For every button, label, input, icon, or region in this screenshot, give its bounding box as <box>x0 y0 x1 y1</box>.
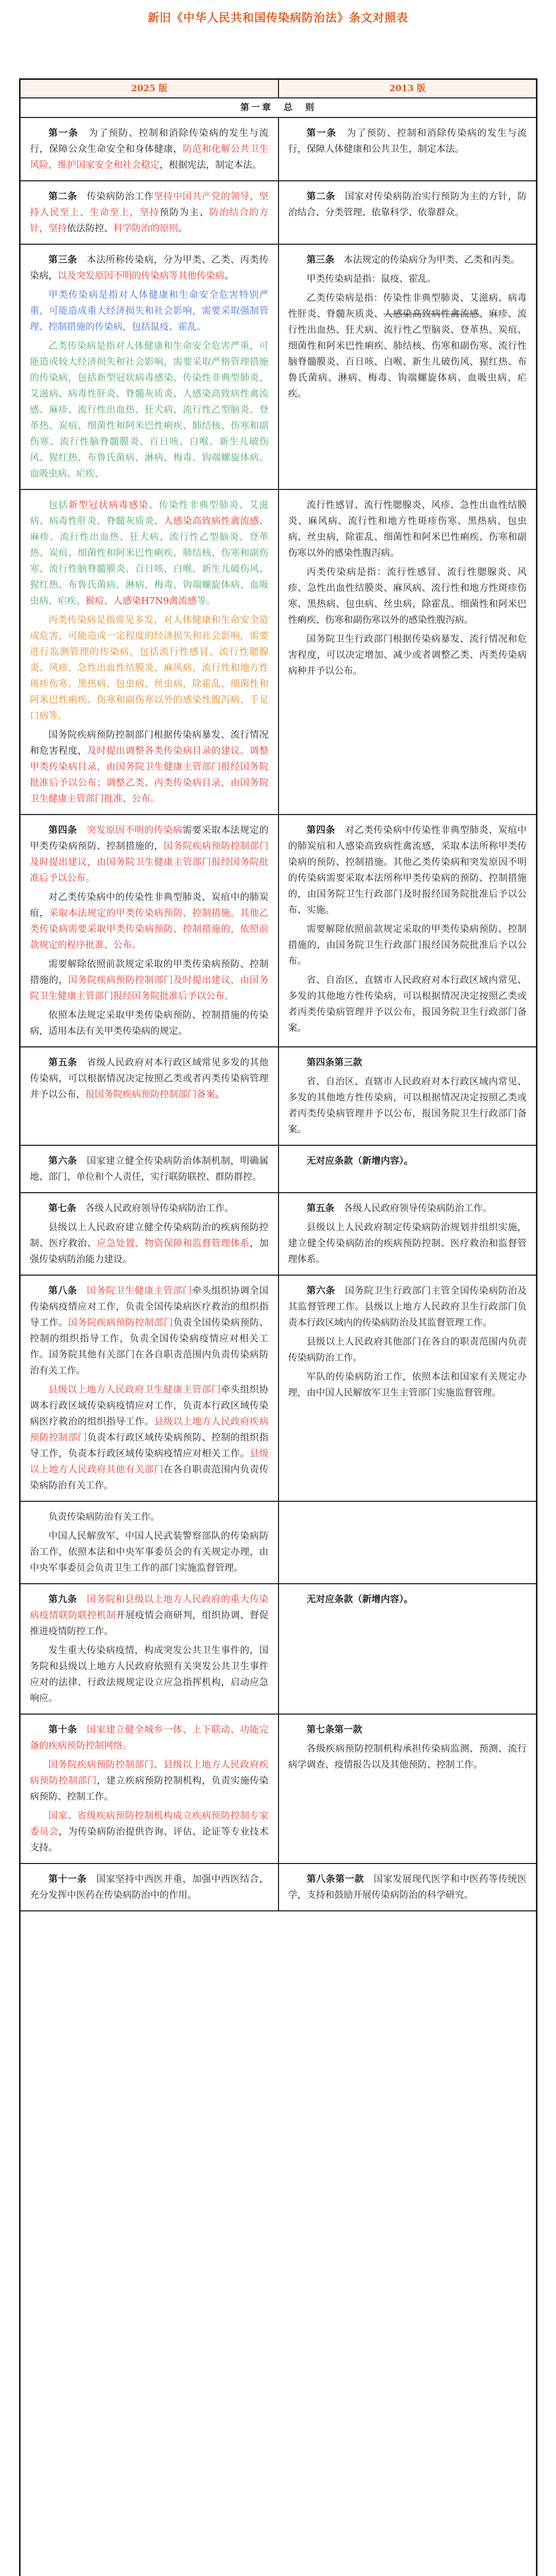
text-run: 第三条 <box>306 255 335 265</box>
text-run: ，建立疾病预防控制机构，负责实施传染病预防、控制工作。 <box>30 1775 269 1802</box>
text-run: 第三条 <box>48 255 77 265</box>
text-run: ，为传染病防治提供咨询、评估、论证等专业技术支持。 <box>30 1826 269 1853</box>
table-row <box>21 1193 536 1276</box>
text-run: 为了预防、控制和消除传染病的发生与流行，保障人体健康和公共卫生，制定本法。 <box>288 128 527 155</box>
text-run: 依照本法规定采取甲类传染病预防、控制措施的传染病，适用本法有关甲类传染病的规定。 <box>30 1010 269 1037</box>
text-run: 牵头组织协调本行政区域传染病疫情应对工作，负责本行政区域传染病医疗救治的组织指导工作。 <box>30 1384 269 1427</box>
text-run: 报国务院疾病预防控制部门备案 <box>85 1089 215 1100</box>
text-run: 本法所称传染病，分为甲类、乙类、丙类传染病， <box>30 255 269 281</box>
text-run: 等。 <box>197 596 216 606</box>
text-run: ，根据宪法，制定本法。 <box>160 160 262 171</box>
paragraph <box>288 1283 527 1331</box>
text-run: 、麻疹、流行性出血热、狂犬病、流行性乙型脑炎、登革热、炭疽、细菌性和阿米巴性痢疾、肺结核、伤寒和副伤寒、流行性脑脊髓膜炎、百日咳、白喉、新生儿破伤风、猩红热、布鲁氏菌病、淋病、梅毒、钩端螺旋体病、血吸虫病、疟疾、 <box>30 516 269 606</box>
cell-2025 <box>21 1864 279 1910</box>
text-run: 以及突发原因不明的传染病等其他传染病 <box>58 270 224 281</box>
paragraph <box>30 1219 269 1267</box>
text-run: 在各自职责范围内负责传染病防治有关工作。 <box>30 1464 269 1491</box>
text-run: 国家坚持中西医并重，加强中西医结合，充分发挥中医药在传染病防治中的作用。 <box>30 1874 269 1901</box>
paragraph <box>288 1591 527 1607</box>
text-run: 是指对人体健康和生命安全危害特别严重，可能造成重大经济损失和社会影响，需要采取强制管理、控制措施的传染病，包括鼠疫、霍乱。 <box>30 290 269 332</box>
text-run: 甲类传染病 <box>48 290 99 300</box>
page-title: 新旧《中华人民共和国传染病防治法》条文对照表 <box>147 11 408 25</box>
table-row <box>21 181 536 245</box>
table-body <box>21 118 536 1911</box>
table-row <box>21 1715 536 1864</box>
text-run: 负责全国传染病预防、控制的组织指导工作，负责全国传染病疫情应对相关工作。国务院其他有关部门在各自职责范围内负责传染病防治有关工作。 <box>30 1317 269 1376</box>
text-run: 新型冠状病毒感染 <box>68 500 149 511</box>
text-run: 县级以上人民政府其他部门在各自的职责范围内负责传染病防治工作。 <box>288 1336 527 1363</box>
paragraph <box>30 1642 269 1706</box>
cell-2025 <box>21 815 279 1046</box>
text-run: 为了预防、控制和消除传染病的发生与流行，保障公众生命安全和身体健康， <box>30 128 269 155</box>
text-run <box>77 1285 87 1296</box>
paragraph <box>30 252 269 284</box>
cell-2025 <box>21 1715 279 1863</box>
cell-2013 <box>279 815 536 1046</box>
paragraph <box>30 497 269 609</box>
text-run: 采取本法规定的甲类传染病预防、控制措施。其他乙类传染病需要采取甲类传染病预防、控制措施的，依照前款规定的程序批准、公布。 <box>30 908 269 951</box>
cell-2025 <box>21 1502 279 1583</box>
cell-2025 <box>21 245 279 489</box>
paragraph <box>288 1369 527 1401</box>
table-row <box>21 490 536 815</box>
cell-2025 <box>21 1146 279 1192</box>
text-run: 、 <box>104 596 113 606</box>
paragraph <box>288 1153 527 1169</box>
text-run: 国务院疾病预防控制部门、县级以上地方人民政府疾病预防控制部门 <box>30 1759 269 1786</box>
text-run: 科学防治的原则 <box>113 223 178 234</box>
text-run: 第一条 <box>306 128 337 139</box>
text-run: 。 <box>178 223 187 234</box>
text-run: 第一条 <box>48 128 79 139</box>
text-run: 应急处置、物资保障和监督管理体系 <box>96 1238 250 1249</box>
paragraph <box>288 125 527 157</box>
paragraph <box>30 1382 269 1494</box>
text-run: 省、自治区、直辖市人民政府对本行政区域内常见、多发的其他地方性传染病，可以根据情况决定按照乙类或者丙类传染病管理并予以公布，报国务院卫生行政部门备案。 <box>288 1076 527 1135</box>
paragraph <box>30 1722 269 1754</box>
table-row <box>21 1276 536 1502</box>
text-run: 中国人民解放军、中国人民武装警察部队的传染病防治工作，依照本法和中央军事委员会的有关规定办理，由中央军事委员会负责卫生工作的部门实施监督管理。 <box>30 1531 269 1573</box>
paragraph <box>30 612 269 724</box>
text-run: 包括 <box>48 500 68 511</box>
text-run: 需要采取本法规定的甲类传染病预防、控制措施的， <box>30 825 269 852</box>
text-run: 本法规定的传染病分为甲类、乙类和丙类。 <box>334 255 520 265</box>
cell-2025 <box>21 1276 279 1501</box>
paragraph <box>288 1200 527 1216</box>
text-run: 防治结合的方针， <box>30 207 269 234</box>
text-run: 牵头组织协调全国传染病疫情应对工作，负责全国传染病医疗救治的组织指导工作。 <box>30 1285 269 1328</box>
paragraph <box>288 497 527 561</box>
text-run: 第六条 <box>306 1285 336 1296</box>
text-run: 人感染H7N9禽流感 <box>113 596 197 606</box>
paragraph <box>288 1722 527 1738</box>
text-run: 丙类传染病是指：流行性感冒、流行性腮腺炎、风疹、急性出血性结膜炎、麻风病、流行性和地方性斑疹伤寒、黑热病、包虫病、丝虫病，除霍乱、细菌性和阿米巴性痢疾、伤寒和副伤寒以外的感染性腹泻病。 <box>288 567 527 625</box>
paragraph <box>288 1741 527 1773</box>
text-run: 国家、省级疾病预防控制机构成立疾病预防控制专家委员会 <box>30 1810 269 1837</box>
text-run: 依法防控、 <box>67 223 113 234</box>
cell-2025 <box>21 490 279 814</box>
text-run: 坚持 <box>48 223 67 234</box>
paragraph <box>288 1334 527 1366</box>
text-run: 甲类传染病是指：鼠疫、霍乱。 <box>306 274 437 284</box>
text-run: 国务院疾病预防控制部门及时提出建议，由国务院卫生健康主管部门报经国务院批准后予以公布。 <box>30 975 269 1002</box>
cell-2025 <box>21 181 279 244</box>
paragraph <box>288 1074 527 1138</box>
text-run: 防范和化解公共卫生风险，维护国家安全和社会稳定 <box>30 144 269 171</box>
text-run: 各级人民政府领导传染病防治工作。 <box>334 1203 492 1214</box>
text-run: 第九条 <box>48 1594 77 1605</box>
cell-2013 <box>279 245 536 489</box>
text-run: 对乙类传染病中传染性非典型肺炎、炭疽中的肺炭疽和人感染高致病性禽流感，采取本法所称甲类传染病的预防、控制措施。其他乙类传染病和突发原因不明的传染病需要采取本法所称甲类传染病的预防、控制措施的，由国务院卫生行政部门及时报经国务院批准后予以公布、实施。 <box>288 825 527 916</box>
paragraph <box>30 1528 269 1576</box>
text-run: 预防为主、 <box>159 207 210 218</box>
paragraph <box>288 290 527 402</box>
text-run: 国家发展现代医学和中医药等传统医学，支持和鼓励开展传染病防治的科学研究。 <box>288 1874 527 1901</box>
paragraph <box>30 1757 269 1805</box>
table-row <box>21 1502 536 1584</box>
paragraph <box>288 564 527 628</box>
cell-2013 <box>279 118 536 180</box>
paragraph <box>288 631 527 679</box>
table-row <box>21 118 536 181</box>
text-run: 第七条第一款 <box>306 1724 362 1735</box>
text-run: 传染病防治工作 <box>77 191 154 202</box>
cell-2013 <box>279 1146 536 1192</box>
cell-2013 <box>279 1715 536 1863</box>
text-run: 负责本行政区域传染病预防、控制的组织指导工作，负责本行政区域传染病疫情应对相关工作。 <box>30 1432 269 1459</box>
text-run: 第二条 <box>306 191 336 202</box>
cell-2013 <box>279 1502 536 1583</box>
text-run: 需要解除依照前款规定采取的甲类传染病预防、控制措施的， <box>30 959 269 986</box>
text-run: 第二条 <box>48 191 77 202</box>
text-run: 军队的传染病防治工作，依照本法和国家有关规定办理，由中国人民解放军卫生主管部门实施监督管理。 <box>288 1371 527 1398</box>
text-run: 开展疫情会商研判，组织协调、督促推进疫情防控工作。 <box>30 1610 269 1637</box>
table-row <box>21 245 536 490</box>
text-run: 需要解除依照前款规定采取的甲类传染病预防、控制措施的，由国务院卫生行政部门报经国务院批准后予以公布。 <box>288 924 527 967</box>
text-run: 。 <box>224 270 234 281</box>
paragraph <box>30 1591 269 1639</box>
paragraph <box>30 1200 269 1216</box>
text-run <box>77 1594 87 1605</box>
text-run: 坚持中国共产党的领导，坚持人民至上、生命至上，坚持 <box>30 191 269 218</box>
cell-2013 <box>279 1276 536 1501</box>
text-run: 第六条 <box>48 1156 77 1166</box>
paragraph <box>30 956 269 1004</box>
paragraph <box>30 1055 269 1103</box>
paragraph <box>288 1219 527 1267</box>
chapter-heading: 第一章 总 则 <box>21 98 536 118</box>
comparison-table <box>19 78 537 2576</box>
text-run: 对乙类传染病中的传染性非典型肺炎、炭疽中的肺炭疽， <box>30 892 269 919</box>
table-row <box>21 1584 536 1715</box>
table-header <box>21 80 536 98</box>
text-run: 第十条 <box>48 1724 77 1735</box>
text-run: 及时提出调整各类传染病目录的建议。调整甲类传染病目录，由国务院卫生健康主管部门报经国务院批准后予以公布；调整乙类、丙类传染病目录，由国务院卫生健康主管部门批准、公布。 <box>30 745 269 804</box>
text-run: 、传染性非典型肺炎、艾滋病、病毒性肝炎、脊髓灰质炎、 <box>30 500 269 527</box>
text-run: 省级人民政府对本行政区域常见多发的其他传染病，可以根据情况决定按照乙类或者丙类传染病管理并予以公布， <box>30 1057 269 1100</box>
text-run: 第八条第一款 <box>306 1874 364 1885</box>
text-run: 县级以上人民政府制定传染病防治规划并组织实施，建立健全传染病防治的疾病预防控制、医疗救治和监督管理体系。 <box>288 1222 527 1265</box>
text-run: 县级以上人民政府建立健全传染病防治的疾病预防控制、医疗救治、 <box>30 1222 269 1249</box>
text-run: 县级以上地方人民政府疾病预防控制部门 <box>30 1416 269 1443</box>
text-run: 无对应条款（新增内容）。 <box>306 1594 413 1605</box>
table-row <box>21 1864 536 1911</box>
text-run: 国务院卫生行政部门根据传染病暴发、流行情况和危害程度，可以决定增加、减少或者调整乙类、丙类传染病病种并予以公布。 <box>288 634 527 676</box>
text-run: 无对应条款（新增内容）。 <box>306 1156 413 1166</box>
paragraph <box>30 287 269 335</box>
text-run: 国务院疾病预防控制部门 <box>68 1317 173 1328</box>
text-run: 国务院疾病预防控制部门根据传染病暴发、流行情况和危害程度， <box>30 730 269 756</box>
column-header-2025: 2025 版 <box>21 80 279 97</box>
text-run: 人感染高致病性禽流感 <box>163 516 259 527</box>
text-run: 县级以上地方人民政府其他有关部门 <box>30 1448 269 1475</box>
text-run: 第四条第三款 <box>306 1057 362 1068</box>
column-header-2013: 2013 版 <box>279 80 536 97</box>
text-run: 第十一条 <box>48 1874 87 1885</box>
cell-2013 <box>279 1047 536 1145</box>
text-run: 国务院卫生健康主管部门 <box>86 1285 193 1296</box>
text-run <box>77 1724 87 1735</box>
table-row <box>21 1146 536 1193</box>
paragraph <box>288 189 527 221</box>
text-run: 第八条 <box>48 1285 77 1296</box>
paragraph <box>288 252 527 268</box>
text-run: 省、自治区、直辖市人民政府对本行政区域内常见、多发的其他地方性传染病，可以根据情况决定按照乙类或者丙类传染病管理并予以公布，报国务院卫生行政部门备案。 <box>288 975 527 1033</box>
text-run: 。 <box>215 1089 224 1100</box>
text-run: 第五条 <box>306 1203 335 1214</box>
text-run: 国务院疾病预防控制部门及时提出建议，由国务院卫生健康主管部门报经国务院批准后予以公布。 <box>30 841 269 884</box>
paragraph <box>30 1007 269 1039</box>
paragraph <box>30 1153 269 1185</box>
text-run: 负责传染病防治有关工作。 <box>48 1512 160 1522</box>
text-run: 是指常见多发，对人体健康和生命安全造成危害，可能造成一定程度的经济损失和社会影响，需要进行监测管理的传染病，包括流行性感冒、流行性腮腺炎、风疹、急性出血性结膜炎、麻风病、流行性和地方性斑疹伤寒、黑热病、包虫病、丝虫病，除霍乱、细菌性和阿米巴性痢疾、伤寒和副伤寒以外的感染性腹泻病、手足口病等。 <box>30 615 269 721</box>
paragraph <box>288 1055 527 1071</box>
cell-2013 <box>279 181 536 244</box>
cell-2025 <box>21 1193 279 1275</box>
text-run: 国务院和县级以上地方人民政府的重大传染病疫情联防联控机制 <box>30 1594 269 1621</box>
text-run: 各级人民政府领导传染病防治工作。 <box>76 1203 234 1214</box>
text-run: 乙类传染病是指：传染性非典型肺炎、艾滋病、病毒性肝炎、脊髓灰质炎、 <box>288 293 527 319</box>
paragraph <box>30 889 269 953</box>
text-run: 第四条 <box>48 825 77 836</box>
cell-2025 <box>21 118 279 180</box>
paragraph <box>288 972 527 1036</box>
cell-2013 <box>279 1864 536 1910</box>
text-run: 流行性感冒、流行性腮腺炎、风疹、急性出血性结膜炎、麻风病、流行性和地方性斑疹伤寒、黑热病、包虫病、丝虫病，除霍乱、细菌性和阿米巴性痢疾、伤寒和副伤寒以外的感染性腹泻病。 <box>288 500 527 558</box>
cell-2013 <box>279 1584 536 1714</box>
text-run: 是指对人体健康和生命安全危害严重，可能造成较大经济损失和社会影响，需要采取严格管理措施的传染病，包括新型冠状病毒感染、传染性非典型肺炎、艾滋病、病毒性肝炎、脊髓灰质炎、人感染高致病性禽流感、麻疹、流行性出血热、狂犬病、流行性乙型脑炎、登革热、炭疽、细菌性和阿米巴性痢疾、肺结核、伤寒和副伤寒、流行性脑脊髓膜炎、百日咳、白喉、新生儿破伤风、猩红热、布鲁氏菌病、淋病、梅毒、钩端螺旋体病、血吸虫病、疟疾、 <box>30 341 269 479</box>
cell-2025 <box>21 1047 279 1145</box>
text-run: 、麻疹、流行性出血热、狂犬病、流行性乙型脑炎、登革热、炭疽、细菌性和阿米巴性痢疾、肺结核、伤寒和副伤寒、流行性脑脊髓膜炎、百日咳、白喉、新生儿破伤风、猩红热、布鲁氏菌病、淋病、梅毒、钩端螺旋体病、血吸虫病、疟疾。 <box>288 309 527 399</box>
table-row <box>21 1047 536 1146</box>
text-run: 乙类传染病 <box>48 341 97 351</box>
text-run: 国家建立健全城乡一体、上下联动、功能完备的疾病预防控制网络。 <box>30 1724 269 1751</box>
paragraph <box>30 338 269 482</box>
text-run: 发生重大传染病疫情，构成突发公共卫生事件的，国务院和县级以上地方人民政府依照有关突发公共卫生事件应对的法律、行政法规规定设立应急指挥机构，启动应急响应。 <box>30 1645 269 1704</box>
text-run: 第四条 <box>306 825 336 836</box>
text-run: 各级疾病预防控制机构承担传染病监测、预测、流行病学调查、疫情报告以及其他预防、控制工作。 <box>288 1743 527 1770</box>
text-run: 丙类传染病 <box>48 615 97 625</box>
text-run: 人感染高致病性禽流感 <box>384 309 479 319</box>
text-run: 国家建立健全传染病防治体制机制，明确属地、部门、单位和个人责任，实行联防联控、群防群控。 <box>30 1156 269 1182</box>
text-run: 国务院卫生行政部门主管全国传染病防治及其监督管理工作。县级以上地方人民政府卫生行政部门负责本行政区域内的传染病防治及其监督管理工作。 <box>288 1285 527 1328</box>
cell-2013 <box>279 1193 536 1275</box>
table-row <box>21 815 536 1047</box>
paragraph <box>288 1871 527 1903</box>
paragraph <box>288 921 527 969</box>
paragraph <box>30 1283 269 1379</box>
paragraph <box>30 822 269 886</box>
text-run: 县级以上地方人民政府卫生健康主管部门 <box>48 1384 221 1395</box>
paragraph <box>30 125 269 173</box>
paragraph <box>30 727 269 807</box>
paragraph <box>30 1509 269 1525</box>
paragraph <box>30 1808 269 1856</box>
cell-2013 <box>279 490 536 814</box>
text-run: ，加强传染病防治能力建设。 <box>30 1238 269 1265</box>
text-run: 突发原因不明的传染病 <box>86 825 183 836</box>
paragraph <box>30 189 269 236</box>
paragraph <box>288 271 527 287</box>
text-run <box>77 825 87 836</box>
paragraph <box>288 822 527 918</box>
text-run: 猴痘 <box>85 596 104 606</box>
paragraph <box>30 1871 269 1903</box>
text-run: 第五条 <box>48 1057 77 1068</box>
text-run: 国家对传染病防治实行预防为主的方针，防治结合、分类管理、依靠科学、依靠群众。 <box>288 191 527 218</box>
cell-2025 <box>21 1584 279 1714</box>
text-run: 第七条 <box>48 1203 76 1214</box>
